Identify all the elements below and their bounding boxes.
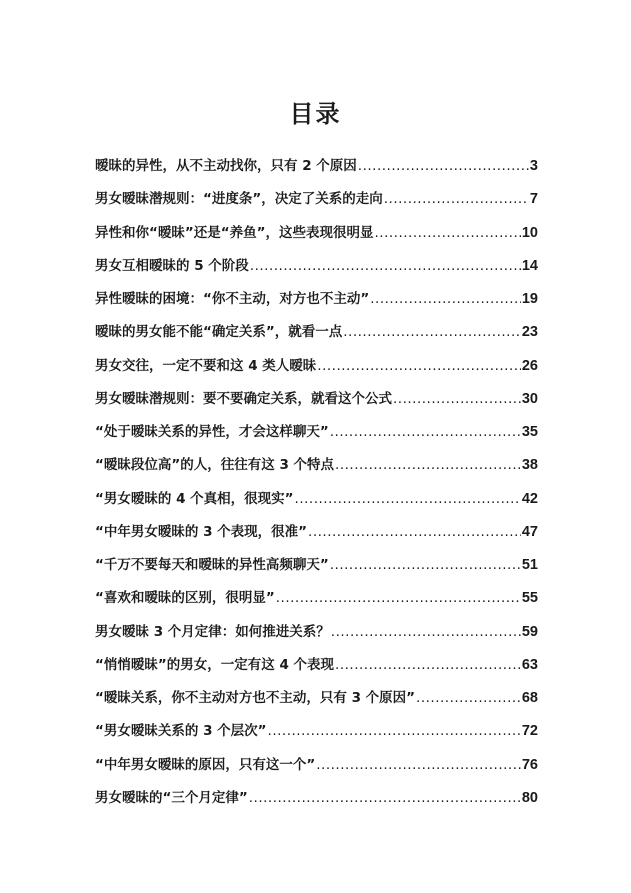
toc-entry-title: “暧昧段位高”的人，往往有这 3 个特点 — [95, 457, 335, 474]
dot-leader — [343, 324, 521, 340]
toc-entry-page: 51 — [521, 557, 538, 573]
toc-entry[interactable] — [95, 154, 538, 187]
dot-leader — [276, 590, 521, 606]
toc-entry-title: “男女暧昧的 4 个真相，很现实” — [95, 490, 294, 507]
toc-entry-page: 72 — [521, 723, 538, 740]
toc-entry[interactable] — [95, 487, 538, 520]
toc-entry-page: 19 — [521, 291, 538, 307]
toc-entry[interactable] — [95, 221, 538, 254]
toc-entry-page: 14 — [521, 257, 538, 274]
page-title: 目录 — [289, 100, 342, 128]
toc-entry-page: 23 — [521, 324, 538, 341]
dot-leader — [317, 358, 521, 374]
dot-leader — [384, 191, 529, 207]
toc-entry-page: 55 — [521, 590, 538, 607]
toc-entry-title: 异性暧昧的困境：“你不主动，对方也不主动” — [95, 291, 370, 307]
dot-leader — [416, 690, 521, 706]
toc-entry[interactable] — [95, 653, 538, 686]
toc-entry-title: “喜欢和暧昧的区别，很明显” — [95, 590, 275, 607]
toc-entry-page: 7 — [529, 191, 538, 208]
toc-entry-page: 38 — [521, 457, 538, 474]
toc-entry[interactable] — [95, 753, 538, 786]
toc-entry-page: 3 — [529, 158, 538, 174]
dot-leader — [335, 657, 521, 673]
toc-entry-title: “暧昧关系，你不主动对方也不主动，只有 3 个原因” — [95, 690, 416, 706]
toc-entry-title: 暧昧的男女能不能“确定关系”，就看一点 — [95, 324, 343, 341]
toc-entry[interactable] — [95, 686, 538, 719]
dot-leader — [249, 790, 521, 806]
dot-leader — [393, 391, 521, 407]
toc-entry[interactable] — [95, 420, 538, 453]
dot-leader — [375, 225, 521, 241]
toc-entry[interactable] — [95, 586, 538, 619]
dot-leader — [295, 491, 521, 507]
toc-entry-page: 47 — [521, 523, 538, 540]
dot-leader — [316, 757, 521, 773]
toc-entry-page: 35 — [521, 424, 538, 440]
toc-entry[interactable] — [95, 387, 538, 420]
dot-leader — [268, 723, 521, 739]
toc-entry-title: “千万不要每天和暧昧的异性高频聊天” — [95, 557, 329, 573]
toc-entry-title: 男女暧昧潜规则：要不要确定关系，就看这个公式 — [95, 390, 392, 407]
toc-entry-title: 异性和你“暧昧”还是“养鱼”，这些表现很明显 — [95, 224, 374, 241]
toc-entry-page: 80 — [521, 789, 538, 806]
toc-entry-title: 男女暧昧的“三个月定律” — [95, 789, 248, 806]
toc-entry-title: 男女互相暧昧的 5 个阶段 — [95, 257, 249, 274]
toc-entry-page: 42 — [521, 490, 538, 507]
toc-entry[interactable] — [95, 620, 538, 653]
dot-leader — [358, 158, 529, 174]
dot-leader — [330, 557, 521, 573]
toc-entry-page: 59 — [521, 623, 538, 640]
toc-entry-page: 30 — [521, 390, 538, 407]
dot-leader — [335, 457, 521, 473]
dot-leader — [308, 524, 521, 540]
toc-entry-page: 76 — [521, 756, 538, 773]
toc-entry[interactable] — [95, 320, 538, 353]
toc-entry[interactable] — [95, 254, 538, 287]
toc-entry-page: 26 — [521, 357, 538, 374]
toc-entry[interactable] — [95, 354, 538, 387]
toc-entry-title: “处于暧昧关系的异性，才会这样聊天” — [95, 424, 329, 440]
toc-entry[interactable] — [95, 719, 538, 752]
toc-entry[interactable] — [95, 520, 538, 553]
toc-entry[interactable] — [95, 553, 538, 586]
toc-entry[interactable] — [95, 786, 538, 819]
toc-entry-title: 男女暧昧 3 个月定律：如何推进关系？ — [95, 623, 330, 640]
toc-entry[interactable] — [95, 187, 538, 220]
toc-entry-title: “悄悄暧昧”的男女，一定有这 4 个表现 — [95, 656, 335, 673]
toc-entry-title: “男女暧昧关系的 3 个层次” — [95, 723, 267, 740]
toc-entry-title: 男女交往，一定不要和这 4 类人暧昧 — [95, 357, 317, 374]
toc-entry-title: “中年男女暧昧的原因，只有这一个” — [95, 756, 316, 773]
dot-leader — [250, 258, 521, 274]
toc-entry-title: 男女暧昧潜规则：“进度条”，决定了关系的走向 — [95, 191, 383, 208]
dot-leader — [331, 624, 521, 640]
dot-leader — [330, 424, 521, 440]
toc-entry[interactable] — [95, 287, 538, 320]
toc-entry[interactable] — [95, 453, 538, 486]
toc-entry-title: “中年男女暧昧的 3 个表现，很准” — [95, 523, 308, 540]
table-of-contents — [95, 154, 538, 819]
toc-entry-page: 63 — [521, 656, 538, 673]
toc-entry-page: 10 — [521, 224, 538, 241]
toc-entry-page: 68 — [521, 690, 538, 706]
dot-leader — [370, 291, 521, 307]
toc-entry-title: 暧昧的异性，从不主动找你，只有 2 个原因 — [95, 158, 357, 174]
